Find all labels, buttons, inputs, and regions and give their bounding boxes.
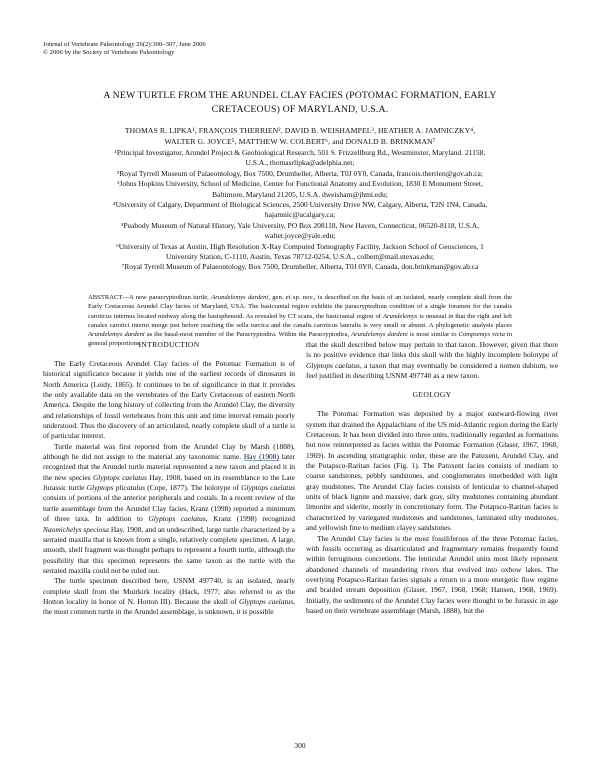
journal-copyright: © 2006 by the Society of Vertebrate Paleontology <box>43 49 175 56</box>
title-line-2: CRETACEOUS) OF MARYLAND, U.S.A. <box>211 104 389 115</box>
left-column <box>43 340 295 618</box>
title-line-1: A NEW TURTLE FROM THE ARUNDEL CLAY FACIES (POTOMAC FORMATION, EARLY <box>103 90 497 101</box>
text-span: , a taxon that may eventually be considered a nomen dubium, we feel justified in describing USNM 497740 as a new taxon. <box>306 360 558 381</box>
affiliation-line: walter.joyce@yale.edu; <box>264 231 336 241</box>
taxon-name: Arundelemys dardeni <box>211 294 269 301</box>
affiliation-line: ²Royal Tyrrell Museum of Palaeontology, Box 7500, Drumheller, Alberta, T0J 0Y0, Canada, francois.therrien@gov.ab.ca; <box>117 168 483 178</box>
affiliation-line: ⁵Peabody Museum of Natural History, Yale University, PO Box 208118, New Haven, Connecticut, 06520-8118, U.S.A, <box>120 220 480 230</box>
intro-paragraph-1: The Early Cretaceous Arundel Clay facies of the Potomac Formation is of historical significance because it yields one of the earliest records of dinosaurs in North America (Leidy, 1865). It continues to be of significance in that it provides the only available data on the vertebrates of the Early Cretaceous of eastern North America. Despite the long history of collecting from the Arundel Clay, the diversity and relationships of fossil vertebrates from this unit and time interval remain poorly understood. Thus the discovery of an articulated, nearly complete skull of a turtle is of particular interest. <box>43 359 295 441</box>
abstract-text: in general proportions. <box>88 331 513 348</box>
introduction-heading: INTRODUCTION <box>138 340 200 349</box>
text-span: Hay, 1908, and an undescribed, large turtle characterized by a serrated maxilla that is known from a single, relatively complete specimen. A large, smooth, shell fragment was thought perhaps to represent a fourth turtle, although the possibility that this specimen represents the same taxon as the turtle with the serrated maxilla could not be ruled out. <box>43 524 295 575</box>
text-span: Hay, 1908, based on its resemblance to the Late Jurassic turtle <box>43 472 295 493</box>
taxon-name: Glyptops caelatus <box>92 472 147 482</box>
abstract-text: —A new paracryptodiran turtle, <box>122 294 212 301</box>
taxon-name: Glyptops caelatus <box>148 514 206 524</box>
authors-line-1: THOMAS R. LIPKA¹, FRANÇOIS THERRIEN², DAVID B. WEISHAMPEL³, HEATHER A. JAMNICZKY⁴, <box>124 126 476 135</box>
taxon-name: Glyptops caelatus <box>306 360 360 370</box>
text-span: that the skull described below may pertain to that taxon. However, given that there is no positive evidence that links this skull with the highly incomplete holotype of <box>306 340 558 360</box>
affiliation-line: Baltimore, Maryland 21205, U.S.A. dweisham@jhmi.edu; <box>212 189 388 199</box>
taxon-name: Glyptops caelatus <box>241 483 295 493</box>
affiliation-line: ³Johns Hopkins University, School of Medicine, Center for Functional Anatomy and Evolution, 1830 E Monument Street, <box>117 179 483 189</box>
geology-paragraph-1: The Potomac Formation was deposited by a major eastward-flowing river system that drained the Appalachians of the US mid-Atlantic region during the Early Cretaceous. It has been divided into three units, traditionally regarded as formations but now reinterpreted as facies within the Potomac Formation (Glaser, 1967, 1968, 1969). In ascending stratigraphic order, these are the Patuxent, Arundel Clay, and the Potapsco-Raritan facies (Fig. 1). The Patuxent facies consists of medium to coarse sandstones, pebbly sandstones, and conglomerates interbedded with light gray mudstones. The Arundel Clay facies consists of lenticular to channel-shaped units of black lignite and massive, dark gray, silty mudstones containing abundant limonite and siderite, mostly in concretionary form. The Potapsco-Raritan facies is characterized by variegated mudstones and sandstones, laminated silty mudstones, and yellowish fine to medium clayey sandstones. <box>306 409 558 533</box>
text-span: later recognized that the Arundel turtle material represented a new taxon and placed it in the new species <box>43 452 295 482</box>
taxon-name: Arundelemys dardeni <box>351 331 408 339</box>
journal-header <box>43 41 443 57</box>
affiliation-line: ⁶University of Texas at Austin, High Resolution X-Ray Computed Tomography Facility, Jackson School of Geosciences, 1 <box>116 241 484 251</box>
text-span: The turtle specimen described here, USNM 497740, is an isolated, nearly complete skull from the Muirkirk locality (Hack, 1977; also referred to as the Hotton locality in honor of N. Hotton III). Because the skull of <box>43 576 295 606</box>
article-title <box>40 89 560 117</box>
taxon-name: Arundelemys dardeni <box>88 331 145 339</box>
continuation-paragraph <box>306 340 558 381</box>
citation-link-hay-1908[interactable]: Hay (1908) <box>243 452 279 462</box>
taxon-name: Naomichelys speciosa <box>43 524 109 534</box>
text-span: , the most common turtle in the Arundel assemblage, is unknown, it is possible <box>43 596 295 617</box>
intro-paragraph-2 <box>43 442 295 576</box>
affiliation-line: ¹Principal Investigator, Arundel Project & Geobiological Research, 501 S. Frizzellburg Rd., Westminster, Maryland. 21158, <box>114 148 486 157</box>
taxon-name: Glyptops plicatulus <box>86 483 146 493</box>
affiliation-line: U.S.A., thomasrlipka@adelphia.net; <box>245 158 355 168</box>
text-span: , Kranz (1998) recognized <box>205 514 295 524</box>
taxon-name: Glyptops caelatus <box>239 596 294 606</box>
geology-heading: GEOLOGY <box>412 390 452 400</box>
intro-paragraph-3 <box>43 576 295 617</box>
abstract-label: ABSTRACT <box>88 294 123 301</box>
text-span: (Cope, 1877). The holotype of <box>145 483 242 493</box>
taxon-name: Compsemys victa <box>458 331 505 339</box>
journal-citation: Journal of Vertebrate Paleontology 26(2):300–307, June 2006 <box>43 41 206 48</box>
affiliations <box>50 148 550 273</box>
abstract-text: is most similar to <box>407 331 459 339</box>
abstract-text: as the basal-most member of the Paracryptodira. Within the Paracryptodira, <box>144 331 352 339</box>
affiliation-line: ⁴University of Calgary, Department of Biological Sciences, 2500 University Drive NW, Calgary, Alberta, T2N 1N4, Canada, <box>112 200 488 210</box>
right-column <box>306 340 558 616</box>
geology-paragraph-2: The Arundel Clay facies is the most fossiliferous of the three Potomac facies, with fossils occurring as disarticulated and fragmentary remains frequently found within ferruginous concretions. The lenticular Arundel units most likely represent abandoned channels of meandering rivers that evolved into oxbow lakes. The overlying Potapsco-Raritan facies signals a return to a more energetic flow regime and braided stream deposition (Glaser, 1967, 1968, 1968; Hansen, 1968, 1969). Initially, the sediments of the Arundel Clay facies were thought to be Jurassic in age based on their vertebrate assemblage (Marsh, 1888), but the <box>306 533 558 615</box>
affiliation-line: hajamnic@ucalgary.ca; <box>264 210 336 220</box>
taxon-name: Arundelemys <box>382 312 418 320</box>
text-span: consists of portions of the anterior peripherals and costals. In a recent review of the turtle assemblage from the Arundel Clay facies, Kranz (1998) reported a minimum of three taxa. In addition to <box>43 493 295 524</box>
author-list <box>55 126 545 147</box>
affiliation-line: University Station, C-1110, Austin, Texas 78712-0254, U.S.A., colbert@mail.utexas.edu; <box>166 252 434 262</box>
text-span: Turtle material was first reported from the Arundel Clay by Marsh (1888), although he did not assign to the material any taxonomic name. <box>43 441 295 462</box>
abstract-text: , gen. et sp. nov., is described on the basis of an isolated, nearly complete skull from the Early Cretaceous Arundel Clay facies of Maryland, USA. The basicranial region exhibits the paracryptodiran condition of a single foramen for the canalis caroticus internus located midway along the basisphenoid. As revealed by CT scans, the basicranial region of <box>88 294 512 320</box>
abstract-text: is unusual in that the right and left canales carotici interni merge just before reaching the sella turcica and the canalis caroticus lateralis is very small or absent. A phylogenetic analysis places <box>88 312 512 329</box>
affiliation-line: ⁷Royal Tyrrell Museum of Palaeontology, Box 7500, Drumheller, Alberta, T0J 0Y0, Canada, don.brinkman@gov.ab.ca <box>121 262 479 272</box>
page-number: 300 <box>294 741 306 750</box>
section-gap <box>306 381 558 390</box>
authors-line-2: WALTER G. JOYCE⁵, MATTHEW W. COLBERT⁶, and DONALD B. BRINKMAN⁷ <box>164 136 436 146</box>
